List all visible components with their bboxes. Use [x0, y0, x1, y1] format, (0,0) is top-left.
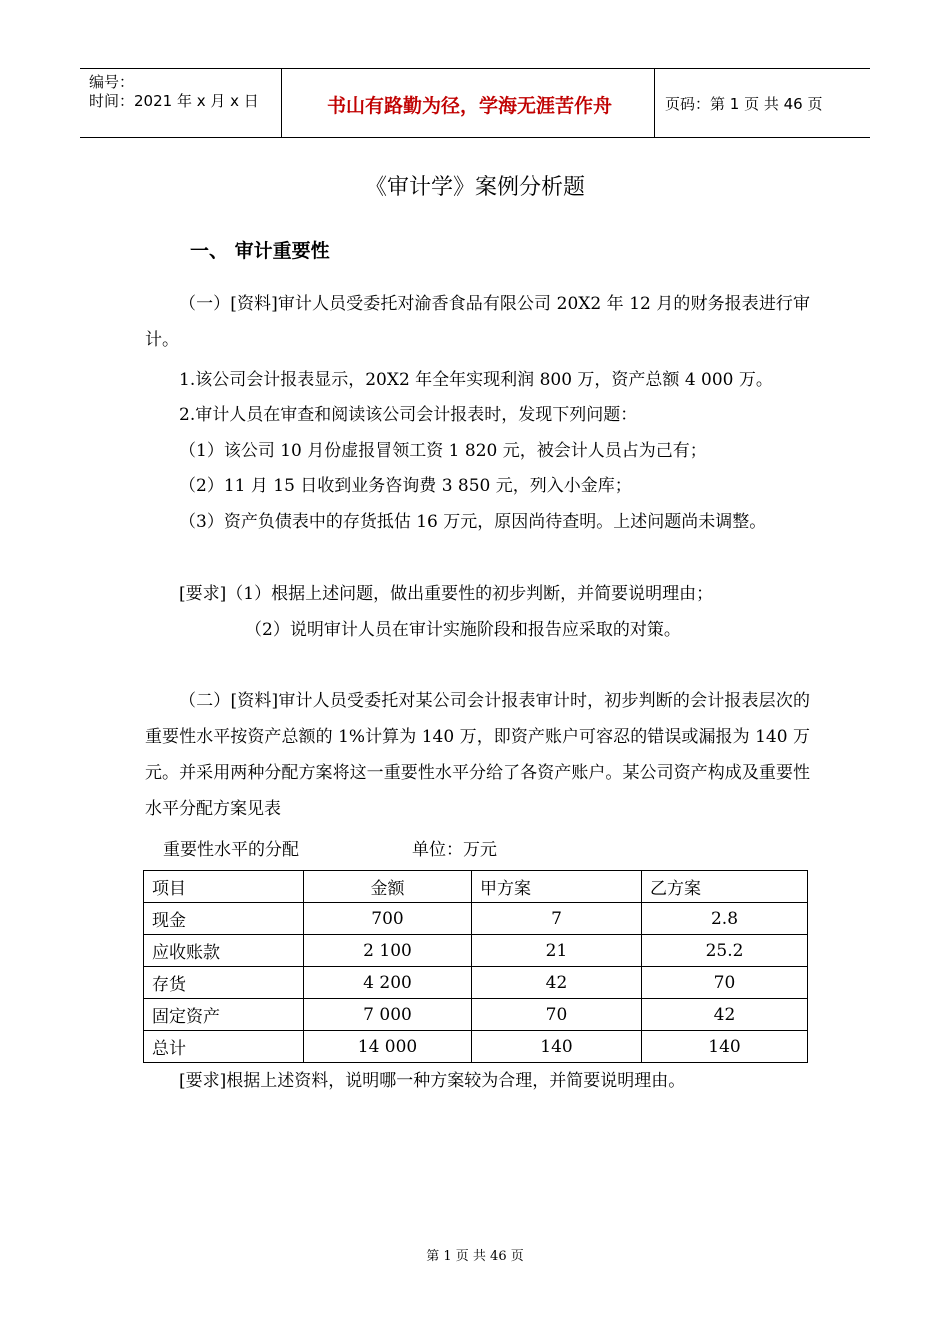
case1-requirement-1: [要求]（1）根据上述问题，做出重要性的初步判断，并简要说明理由；: [179, 584, 714, 604]
row-amount: 7 000: [304, 999, 472, 1031]
section-heading: 一、 审计重要性: [190, 240, 330, 262]
case1-item2: 2.审计人员在审查和阅读该公司会计报表时，发现下列问题：: [179, 405, 638, 425]
row-plan-b: 25.2: [642, 935, 808, 967]
row-plan-b: 70: [642, 967, 808, 999]
page-footer: 第 1 页 共 46 页: [426, 1249, 524, 1264]
header-motto: 书山有路勤为径，学海无涯苦作舟: [326, 95, 612, 117]
table-row: [144, 935, 808, 967]
col-header-amount: 金额: [304, 871, 472, 903]
materiality-allocation-table: [143, 870, 808, 1063]
row-item: 应收账款: [144, 935, 304, 967]
row-amount: 4 200: [304, 967, 472, 999]
case2-intro: （二）[资料]审计人员受委托对某公司会计报表审计时，初步判断的会计报表层次的重要性水平按资产总额的 1%计算为 140 万，即资产账户可容忍的错误或漏报为 140 万元。并采用两种分配方案将这一重要性水平分给了各资产账户。某公司资产构成及重要性水平分配方案见表: [145, 691, 810, 819]
row-plan-a: 7: [472, 903, 642, 935]
case1-issue1: （1）该公司 10 月份虚报冒领工资 1 820 元，被会计人员占为己有；: [179, 441, 707, 461]
row-item: 现金: [144, 903, 304, 935]
table-row: [144, 1031, 808, 1063]
col-header-item: 项目: [144, 871, 304, 903]
table-row: [144, 903, 808, 935]
row-amount: 700: [304, 903, 472, 935]
col-header-plan-b: 乙方案: [642, 871, 808, 903]
page-header: [80, 68, 870, 138]
case2-requirement: [要求]根据上述资料，说明哪一种方案较为合理，并简要说明理由。: [179, 1071, 686, 1091]
row-plan-a: 140: [472, 1031, 642, 1063]
case1-item1: 1.该公司会计报表显示，20X2 年全年实现利润 800 万，资产总额 4 000 万。: [179, 370, 773, 390]
table-row: [144, 967, 808, 999]
header-meta: [89, 73, 259, 111]
row-item: 固定资产: [144, 999, 304, 1031]
row-item: 存货: [144, 967, 304, 999]
row-plan-b: 140: [642, 1031, 808, 1063]
code-label: 编号：: [89, 73, 135, 91]
table-caption: 重要性水平的分配: [163, 840, 299, 860]
table-header-row: [144, 871, 808, 903]
row-plan-a: 70: [472, 999, 642, 1031]
case1-issue2: （2）11 月 15 日收到业务咨询费 3 850 元，列入小金库；: [179, 476, 632, 496]
date-label: 时间：2021 年 x 月 x 日: [89, 92, 259, 110]
page-title: 《审计学》案例分析题: [364, 175, 585, 200]
case1-issue3: （3）资产负债表中的存货抵估 16 万元，原因尚待查明。上述问题尚未调整。: [179, 512, 767, 532]
header-page-label: 页码：第 1 页 共 46 页: [665, 95, 823, 113]
col-header-plan-a: 甲方案: [472, 871, 642, 903]
row-plan-a: 21: [472, 935, 642, 967]
case1-requirement-2: （2）说明审计人员在审计实施阶段和报告应采取的对策。: [245, 620, 681, 640]
row-plan-b: 2.8: [642, 903, 808, 935]
table-unit: 单位：万元: [412, 840, 497, 860]
row-item: 总计: [144, 1031, 304, 1063]
row-plan-b: 42: [642, 999, 808, 1031]
row-amount: 14 000: [304, 1031, 472, 1063]
row-amount: 2 100: [304, 935, 472, 967]
case1-intro: （一）[资料]审计人员受委托对渝香食品有限公司 20X2 年 12 月的财务报表进行审计。: [145, 294, 810, 350]
table-row: [144, 999, 808, 1031]
header-divider: [281, 69, 282, 137]
row-plan-a: 42: [472, 967, 642, 999]
header-divider: [654, 69, 655, 137]
